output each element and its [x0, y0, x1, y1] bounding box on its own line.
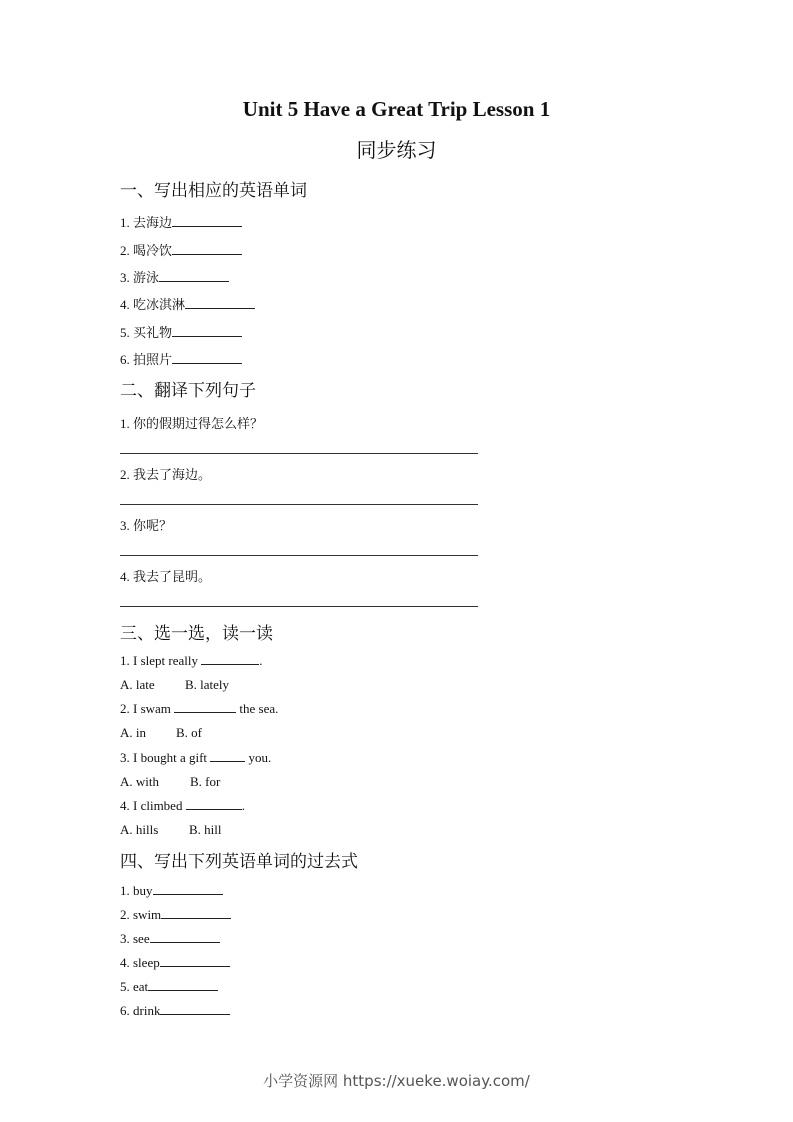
option-a[interactable]: A. late [120, 677, 155, 692]
vocab-item-3 [120, 267, 229, 286]
item-text: 喝冷饮 [133, 243, 173, 258]
translate-item-3 [120, 515, 172, 534]
answer-blank[interactable] [172, 335, 242, 337]
document-subtitle: 同步练习 [356, 138, 437, 162]
item-number: 3. [120, 931, 130, 946]
question-text: I slept really [133, 653, 198, 668]
translate-item-2 [120, 464, 211, 483]
vocab-item-2 [120, 240, 242, 259]
question-text-end: . [259, 653, 263, 668]
item-text: 游泳 [133, 270, 160, 285]
answer-blank[interactable] [174, 711, 236, 713]
answer-blank[interactable] [159, 280, 229, 282]
item-number: 4. [120, 569, 130, 584]
answer-blank[interactable] [186, 808, 242, 810]
document-title: Unit 5 Have a Great Trip Lesson 1 [242, 97, 551, 121]
question-number: 2. [120, 701, 130, 716]
section-4-heading: 四、写出下列英语单词的过去式 [120, 852, 358, 872]
past-tense-item-6 [120, 1003, 230, 1019]
answer-blank[interactable] [185, 307, 255, 309]
item-number: 4. [120, 297, 130, 312]
past-tense-item-5 [120, 979, 218, 995]
option-a[interactable]: A. with [120, 774, 159, 789]
footer-watermark: 小学资源网 https://xueke.woiay.com/ [263, 1072, 530, 1090]
translate-item-4 [120, 566, 211, 585]
answer-blank[interactable] [148, 989, 218, 991]
past-tense-item-1 [120, 883, 223, 899]
option-b[interactable]: B. hill [189, 822, 222, 837]
answer-line-4[interactable] [120, 606, 478, 607]
past-tense-item-4 [120, 955, 230, 971]
choice-options-2 [120, 725, 202, 741]
answer-blank[interactable] [172, 225, 242, 227]
answer-line-1[interactable] [120, 453, 478, 454]
section-3-heading: 三、选一选，读一读 [120, 624, 273, 644]
option-a[interactable]: A. in [120, 725, 146, 740]
item-text: 我去了海边。 [133, 467, 212, 482]
item-text: 拍照片 [133, 352, 173, 367]
question-text-end: . [241, 798, 245, 813]
choice-options-4 [120, 822, 222, 838]
option-b[interactable]: B. for [190, 774, 221, 789]
answer-blank[interactable] [153, 893, 223, 895]
choice-question-4 [120, 798, 245, 814]
item-number: 6. [120, 352, 130, 367]
option-b[interactable]: B. lately [185, 677, 230, 692]
item-number: 3. [120, 270, 130, 285]
item-word: sleep [133, 955, 160, 970]
section-1-heading: 一、写出相应的英语单词 [120, 181, 307, 201]
item-number: 6. [120, 1003, 130, 1018]
vocab-item-4 [120, 294, 255, 313]
item-text: 你的假期过得怎么样？ [133, 416, 264, 431]
translate-item-1 [120, 413, 263, 432]
question-number: 3. [120, 750, 130, 765]
answer-blank[interactable] [160, 1013, 230, 1015]
question-text: I climbed [133, 798, 183, 813]
item-word: swim [133, 907, 162, 922]
choice-question-2 [120, 701, 278, 717]
item-text: 你呢？ [133, 518, 173, 533]
item-text: 去海边 [133, 215, 173, 230]
answer-blank[interactable] [160, 965, 230, 967]
past-tense-item-3 [120, 931, 220, 947]
item-number: 3. [120, 518, 130, 533]
vocab-item-6 [120, 349, 242, 368]
item-number: 1. [120, 883, 130, 898]
option-a[interactable]: A. hills [120, 822, 159, 837]
choice-options-1 [120, 677, 229, 693]
item-number: 4. [120, 955, 130, 970]
item-number: 5. [120, 325, 130, 340]
answer-line-2[interactable] [120, 504, 478, 505]
question-number: 1. [120, 653, 130, 668]
choice-options-3 [120, 774, 220, 790]
option-b[interactable]: B. of [176, 725, 202, 740]
item-number: 5. [120, 979, 130, 994]
question-text-end: you. [248, 750, 272, 765]
question-text: I bought a gift [133, 750, 208, 765]
item-number: 2. [120, 243, 130, 258]
question-number: 4. [120, 798, 130, 813]
choice-question-1 [120, 653, 262, 669]
item-word: eat [133, 979, 149, 994]
vocab-item-5 [120, 322, 242, 341]
answer-blank[interactable] [161, 917, 231, 919]
item-word: see [133, 931, 150, 946]
choice-question-3 [120, 750, 271, 766]
item-number: 2. [120, 907, 130, 922]
item-number: 1. [120, 215, 130, 230]
answer-blank[interactable] [172, 253, 242, 255]
answer-line-3[interactable] [120, 555, 478, 556]
vocab-item-1 [120, 212, 242, 231]
item-text: 我去了昆明。 [133, 569, 212, 584]
past-tense-item-2 [120, 907, 231, 923]
answer-blank[interactable] [201, 663, 259, 665]
item-word: buy [133, 883, 153, 898]
item-word: drink [133, 1003, 161, 1018]
item-text: 吃冰淇淋 [133, 297, 186, 312]
item-number: 2. [120, 467, 130, 482]
item-text: 买礼物 [133, 325, 173, 340]
question-text-end: the sea. [239, 701, 279, 716]
answer-blank[interactable] [172, 362, 242, 364]
item-number: 1. [120, 416, 130, 431]
section-2-heading: 二、翻译下列句子 [120, 381, 256, 401]
answer-blank[interactable] [150, 941, 220, 943]
question-text: I swam [133, 701, 171, 716]
answer-blank[interactable] [210, 760, 245, 762]
